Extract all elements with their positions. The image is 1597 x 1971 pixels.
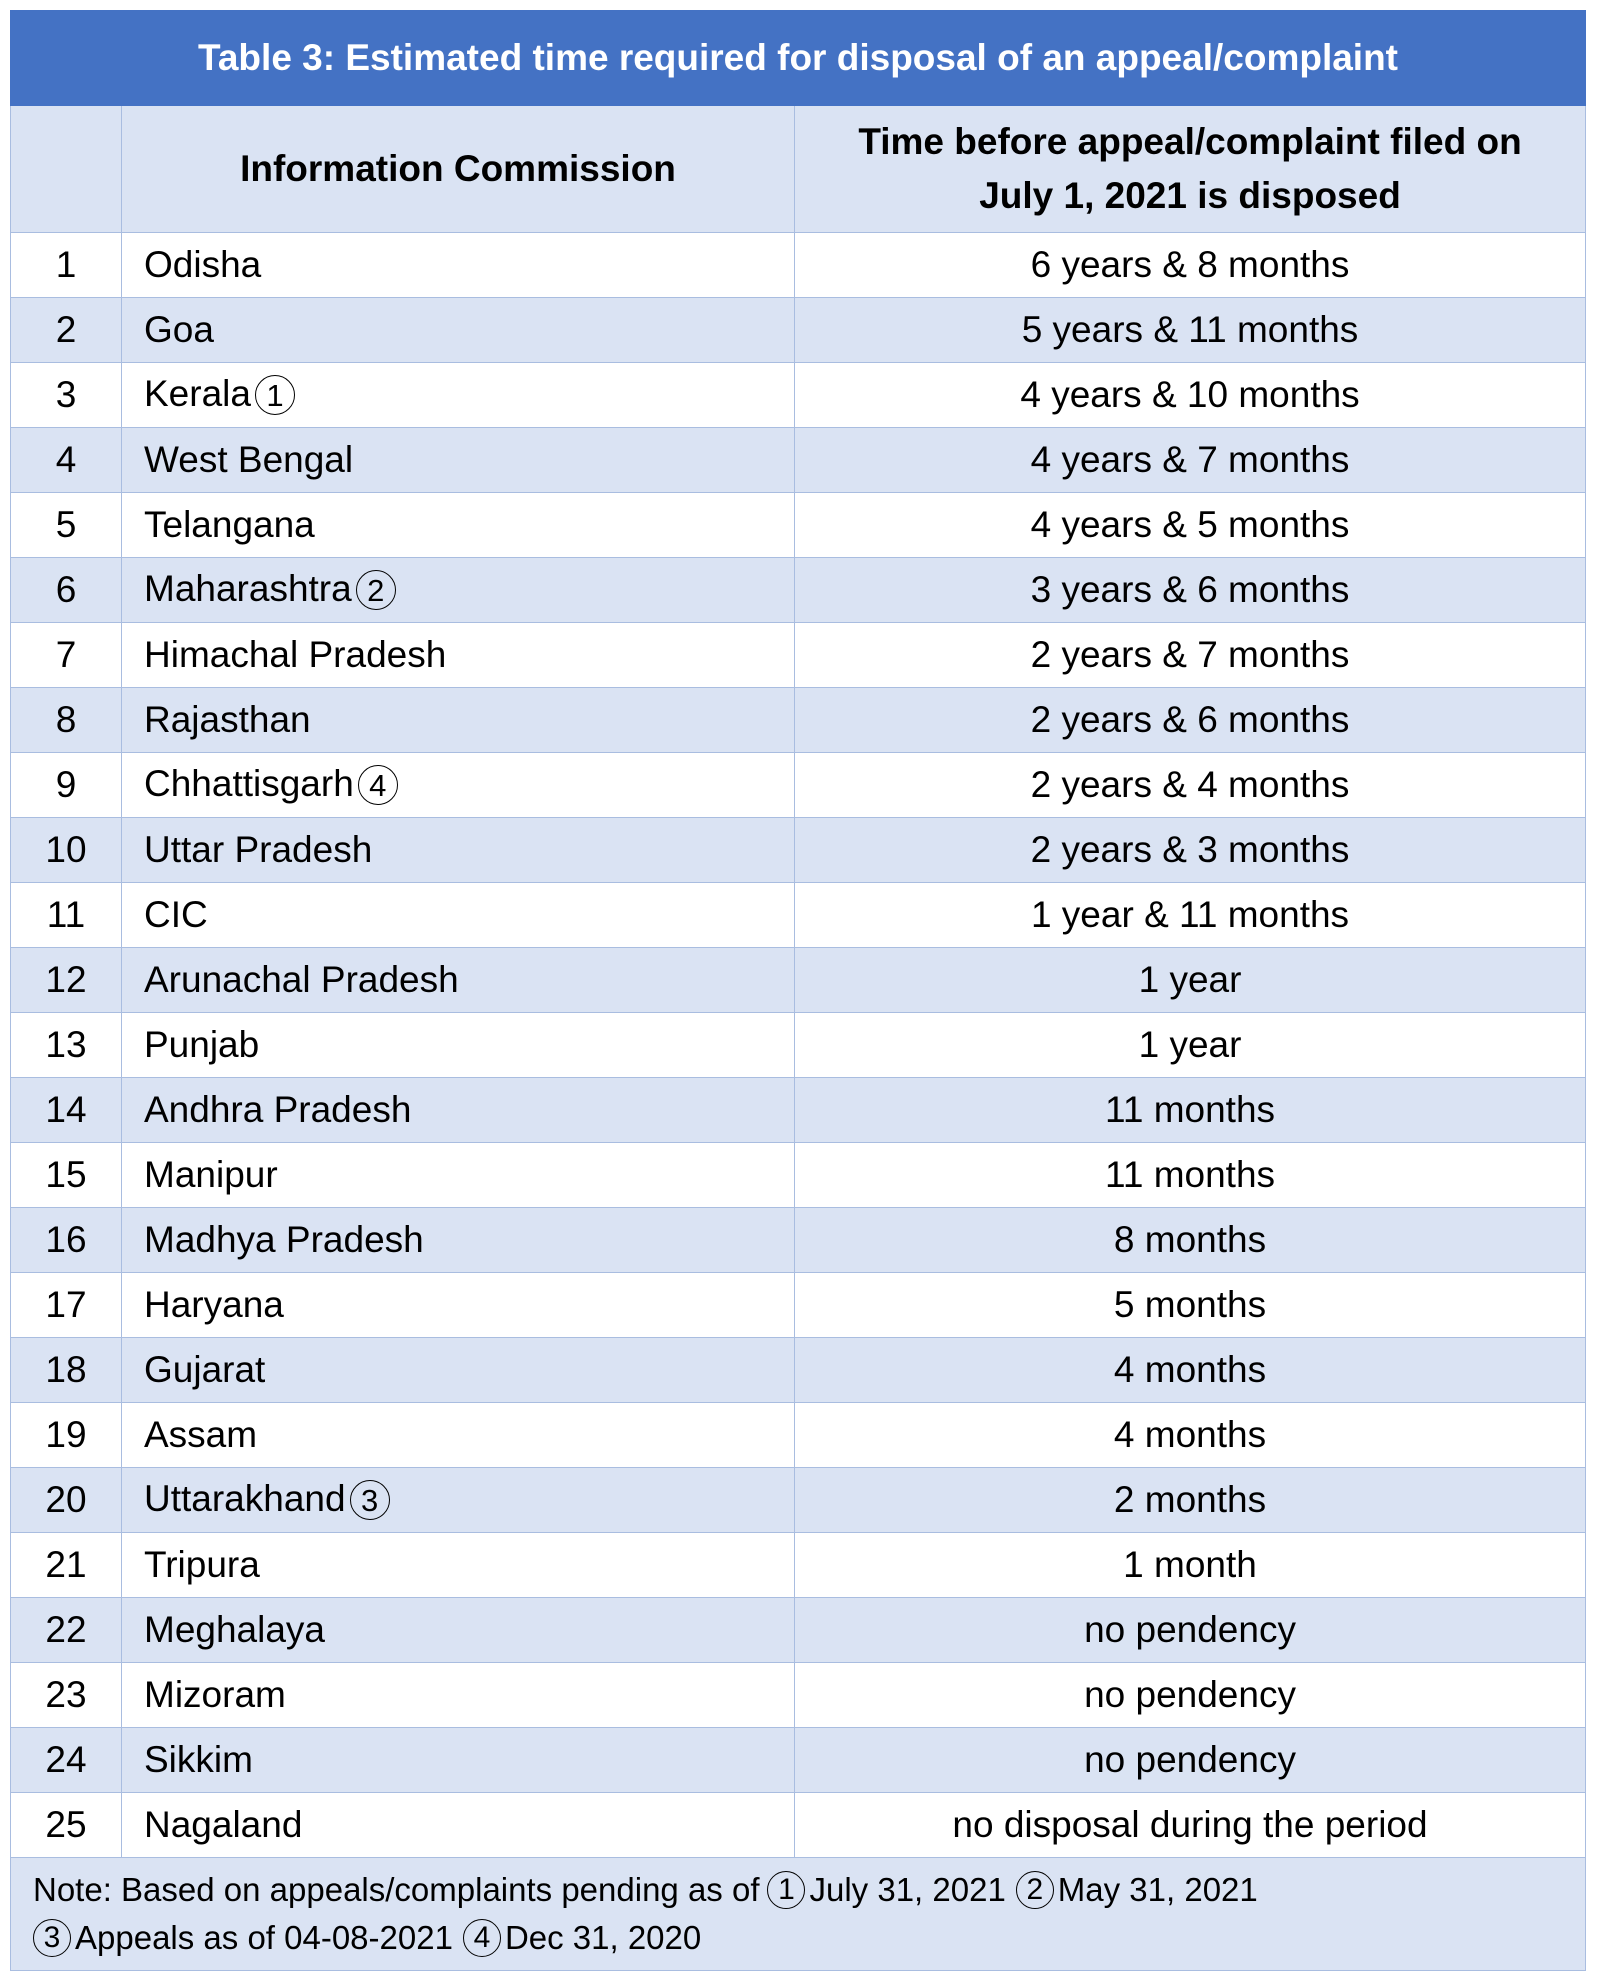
commission-name: Telangana — [144, 504, 315, 545]
commission-cell — [122, 558, 795, 623]
row-number: 9 — [11, 753, 122, 818]
footnote-text-1: July 31, 2021 — [809, 1871, 1006, 1908]
header-time-line2: July 1, 2021 is disposed — [979, 175, 1401, 216]
row-number: 8 — [11, 688, 122, 753]
table-row — [11, 1468, 1586, 1533]
table-row — [11, 1338, 1586, 1403]
commission-name: Uttar Pradesh — [144, 829, 373, 870]
commission-cell — [122, 1663, 795, 1728]
disposal-time: 6 years & 8 months — [795, 233, 1586, 298]
disposal-time: no pendency — [795, 1598, 1586, 1663]
commission-name: Sikkim — [144, 1739, 253, 1780]
header-number — [11, 106, 122, 233]
disposal-time: 3 years & 6 months — [795, 558, 1586, 623]
disposal-time: no pendency — [795, 1728, 1586, 1793]
table-row — [11, 883, 1586, 948]
disposal-time: 4 months — [795, 1403, 1586, 1468]
table-row — [11, 948, 1586, 1013]
disposal-time: 1 year & 11 months — [795, 883, 1586, 948]
row-number: 6 — [11, 558, 122, 623]
commission-cell — [122, 428, 795, 493]
commission-name: Maharashtra — [144, 568, 352, 610]
disposal-time: 4 years & 7 months — [795, 428, 1586, 493]
disposal-time: 5 months — [795, 1273, 1586, 1338]
table-row — [11, 1533, 1586, 1598]
disposal-time: 8 months — [795, 1208, 1586, 1273]
table-row — [11, 1663, 1586, 1728]
commission-name: Odisha — [144, 244, 262, 285]
commission-name: Tripura — [144, 1544, 260, 1585]
row-number: 4 — [11, 428, 122, 493]
commission-cell — [122, 753, 795, 818]
commission-cell — [122, 1468, 795, 1533]
commission-name: West Bengal — [144, 439, 354, 480]
row-number: 11 — [11, 883, 122, 948]
row-number: 25 — [11, 1793, 122, 1858]
commission-cell — [122, 363, 795, 428]
header-time-line1: Time before appeal/complaint filed on — [858, 121, 1522, 162]
commission-cell — [122, 233, 795, 298]
disposal-time: 2 years & 4 months — [795, 753, 1586, 818]
header-time — [795, 106, 1586, 233]
disposal-time: 2 years & 3 months — [795, 818, 1586, 883]
commission-cell — [122, 1078, 795, 1143]
commission-name: Manipur — [144, 1154, 278, 1195]
row-number: 24 — [11, 1728, 122, 1793]
disposal-time: 4 years & 10 months — [795, 363, 1586, 428]
commission-cell — [122, 1403, 795, 1468]
commission-name: Haryana — [144, 1284, 284, 1325]
footnote-text-3: Appeals as of 04-08-2021 — [75, 1919, 453, 1956]
commission-name: CIC — [144, 894, 208, 935]
row-number: 13 — [11, 1013, 122, 1078]
table-title: Table 3: Estimated time required for disposal of an appeal/complaint — [11, 11, 1586, 106]
row-number: 12 — [11, 948, 122, 1013]
disposal-time: 4 months — [795, 1338, 1586, 1403]
commission-cell — [122, 1533, 795, 1598]
disposal-time: 11 months — [795, 1078, 1586, 1143]
commission-cell — [122, 688, 795, 753]
table-row — [11, 688, 1586, 753]
table-row — [11, 818, 1586, 883]
commission-name: Nagaland — [144, 1804, 303, 1845]
footnote-text-2: May 31, 2021 — [1057, 1871, 1258, 1908]
row-number: 1 — [11, 233, 122, 298]
row-number: 15 — [11, 1143, 122, 1208]
disposal-time: 2 years & 7 months — [795, 623, 1586, 688]
disposal-time-table — [10, 10, 1586, 1971]
header-commission: Information Commission — [122, 106, 795, 233]
row-number: 20 — [11, 1468, 122, 1533]
footnote-marker-4: 4 — [463, 1919, 501, 1957]
commission-name: Himachal Pradesh — [144, 634, 447, 675]
table-row — [11, 1403, 1586, 1468]
commission-name: Goa — [144, 309, 214, 350]
row-number: 18 — [11, 1338, 122, 1403]
commission-cell — [122, 1728, 795, 1793]
commission-name: Uttarakhand — [144, 1478, 346, 1520]
row-number: 23 — [11, 1663, 122, 1728]
row-number: 21 — [11, 1533, 122, 1598]
footnote-reference: 2 — [356, 570, 396, 610]
row-number: 16 — [11, 1208, 122, 1273]
table-row — [11, 1273, 1586, 1338]
footnote — [11, 1858, 1586, 1971]
table-body — [11, 233, 1586, 1858]
commission-cell — [122, 493, 795, 558]
commission-cell — [122, 883, 795, 948]
table-row — [11, 233, 1586, 298]
table-row — [11, 558, 1586, 623]
commission-cell — [122, 298, 795, 363]
disposal-time: no disposal during the period — [795, 1793, 1586, 1858]
table-row — [11, 1143, 1586, 1208]
row-number: 2 — [11, 298, 122, 363]
commission-cell — [122, 1598, 795, 1663]
commission-cell — [122, 948, 795, 1013]
commission-name: Assam — [144, 1414, 258, 1455]
commission-cell — [122, 1793, 795, 1858]
commission-name: Arunachal Pradesh — [144, 959, 459, 1000]
commission-name: Gujarat — [144, 1349, 266, 1390]
commission-name: Punjab — [144, 1024, 260, 1065]
footnote-reference: 4 — [358, 765, 398, 805]
footnote-marker-2: 2 — [1016, 1871, 1054, 1909]
row-number: 22 — [11, 1598, 122, 1663]
commission-name: Chhattisgarh — [144, 763, 354, 805]
disposal-time: no pendency — [795, 1663, 1586, 1728]
commission-cell — [122, 1143, 795, 1208]
table-row — [11, 298, 1586, 363]
disposal-time: 4 years & 5 months — [795, 493, 1586, 558]
disposal-time: 1 year — [795, 1013, 1586, 1078]
row-number: 19 — [11, 1403, 122, 1468]
footnote-text-4: Dec 31, 2020 — [504, 1919, 702, 1956]
footnote-reference: 3 — [350, 1480, 390, 1520]
row-number: 10 — [11, 818, 122, 883]
disposal-time: 5 years & 11 months — [795, 298, 1586, 363]
commission-cell — [122, 1338, 795, 1403]
footnote-prefix: Note: Based on appeals/complaints pending as of — [33, 1871, 760, 1908]
commission-name: Andhra Pradesh — [144, 1089, 412, 1130]
disposal-time: 1 year — [795, 948, 1586, 1013]
table-row — [11, 493, 1586, 558]
table-row — [11, 1208, 1586, 1273]
footnote-marker-1: 1 — [767, 1871, 805, 1909]
disposal-time: 1 month — [795, 1533, 1586, 1598]
disposal-time: 11 months — [795, 1143, 1586, 1208]
table-row — [11, 1078, 1586, 1143]
table-row — [11, 623, 1586, 688]
disposal-time: 2 years & 6 months — [795, 688, 1586, 753]
footnote-marker-3: 3 — [33, 1919, 71, 1957]
footnote-reference: 1 — [255, 375, 295, 415]
table-row — [11, 363, 1586, 428]
disposal-time: 2 months — [795, 1468, 1586, 1533]
table-row — [11, 1793, 1586, 1858]
row-number: 7 — [11, 623, 122, 688]
commission-cell — [122, 818, 795, 883]
commission-name: Meghalaya — [144, 1609, 326, 1650]
row-number: 3 — [11, 363, 122, 428]
table-row — [11, 428, 1586, 493]
row-number: 14 — [11, 1078, 122, 1143]
commission-name: Rajasthan — [144, 699, 311, 740]
table-row — [11, 1728, 1586, 1793]
commission-cell — [122, 1208, 795, 1273]
commission-cell — [122, 1013, 795, 1078]
commission-cell — [122, 1273, 795, 1338]
table-row — [11, 1013, 1586, 1078]
table-row — [11, 753, 1586, 818]
commission-cell — [122, 623, 795, 688]
row-number: 17 — [11, 1273, 122, 1338]
row-number: 5 — [11, 493, 122, 558]
commission-name: Kerala — [144, 373, 251, 415]
commission-name: Mizoram — [144, 1674, 286, 1715]
commission-name: Madhya Pradesh — [144, 1219, 424, 1260]
table-row — [11, 1598, 1586, 1663]
